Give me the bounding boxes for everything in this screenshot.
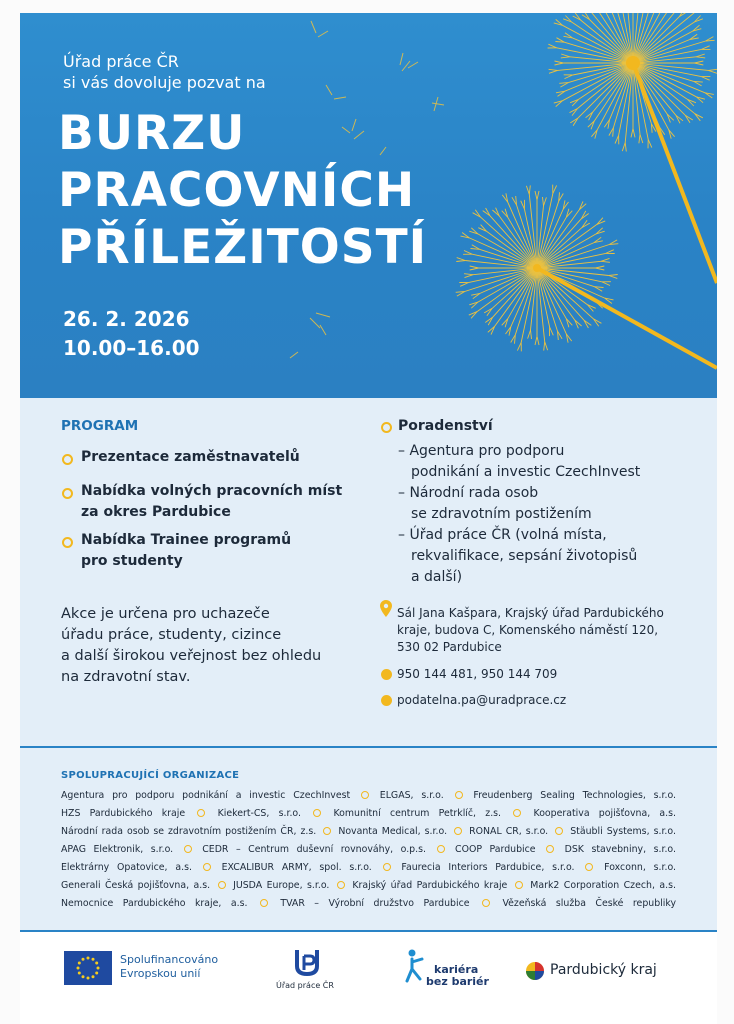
organizations-row bbox=[61, 787, 676, 805]
organization-name: RONAL CR, s.r.o. bbox=[469, 826, 549, 837]
pardubicky-kraj-label: Pardubický kraj bbox=[550, 962, 657, 978]
hero-banner bbox=[20, 13, 717, 398]
bullet-icon bbox=[62, 537, 73, 548]
separator-dot-icon bbox=[337, 881, 345, 889]
separator-dot-icon bbox=[437, 845, 445, 853]
separator-dot-icon bbox=[546, 845, 554, 853]
organization-name: HZS Pardubického kraje bbox=[61, 808, 186, 819]
separator-dot-icon bbox=[555, 827, 563, 835]
organization-name: Generali Česká pojišťovna, a.s. bbox=[61, 880, 211, 891]
event-date: 26. 2. 2026 bbox=[63, 307, 190, 331]
organization-name: CEDR – Centrum duševní rovnováhy, o.p.s. bbox=[202, 844, 426, 855]
title-line-1: BURZU bbox=[58, 106, 246, 161]
bullet-icon bbox=[62, 454, 73, 465]
organization-name: Vězeňská služba České republiky bbox=[502, 898, 677, 909]
organization-name: Elektrárny Opatovice, a.s. bbox=[61, 862, 192, 873]
separator-dot-icon bbox=[383, 863, 391, 871]
organization-name: DSK stavebniny, s.r.o. bbox=[564, 844, 676, 855]
organizations-row bbox=[61, 823, 676, 841]
separator-dot-icon bbox=[515, 881, 523, 889]
location-pin-icon bbox=[380, 600, 392, 617]
organizations-row bbox=[61, 877, 676, 895]
organizations-row bbox=[61, 859, 676, 877]
separator-dot-icon bbox=[454, 827, 462, 835]
program-heading: PROGRAM bbox=[61, 418, 139, 434]
email-icon bbox=[381, 695, 392, 706]
organizations-row bbox=[61, 805, 676, 823]
organizations-row bbox=[61, 895, 676, 913]
program-item-3: Nabídka Trainee programů pro studenty bbox=[81, 532, 292, 569]
organization-name: Faurecia Interiors Pardubice, s.r.o. bbox=[401, 862, 575, 873]
organization-name: TVAR – Výrobní družstvo Pardubice bbox=[280, 898, 470, 909]
organizations-heading: SPOLUPRACUJÍCÍ ORGANIZACE bbox=[61, 770, 240, 781]
organization-name: Nemocnice Pardubického kraje, a.s. bbox=[61, 898, 248, 909]
eu-cofinancing-text: Spolufinancováno Evropskou unií bbox=[120, 953, 219, 980]
kariera-bez-barier-logo: kariéra bez bariér bbox=[426, 963, 489, 988]
email-address[interactable]: podatelna.pa@uradprace.cz bbox=[397, 693, 567, 707]
organizations-row bbox=[61, 841, 676, 859]
separator-dot-icon bbox=[455, 791, 463, 799]
separator-dot-icon bbox=[361, 791, 369, 799]
organization-name: Stäubli Systems, s.r.o. bbox=[570, 826, 676, 837]
event-time: 10.00–16.00 bbox=[63, 336, 200, 360]
pardubicky-kraj-emblem-icon bbox=[525, 961, 545, 981]
organization-name: Mark2 Corporation Czech, a.s. bbox=[530, 880, 677, 891]
target-audience-text: Akce je určena pro uchazeče úřadu práce, studenty, cizince a další širokou veřejnost bez ohledu na zdravotní stav. bbox=[61, 606, 322, 685]
title-line-2: PRACOVNÍCH bbox=[58, 163, 416, 218]
event-datetime bbox=[63, 305, 200, 363]
organization-name: JUSDA Europe, s.r.o. bbox=[233, 880, 330, 891]
program-item-1: Prezentace zaměstnavatelů bbox=[81, 449, 300, 465]
bullet-icon bbox=[381, 422, 392, 433]
organization-name: APAG Elektronik, s.r.o. bbox=[61, 844, 174, 855]
counselling-heading: Poradenství bbox=[398, 418, 493, 434]
eu-flag-icon bbox=[64, 951, 112, 985]
phone-numbers: 950 144 481, 950 144 709 bbox=[397, 667, 558, 681]
separator-dot-icon bbox=[585, 863, 593, 871]
organization-name: Komunitní centrum Petrklíč, z.s. bbox=[333, 808, 502, 819]
separator-dot-icon bbox=[323, 827, 331, 835]
organization-name: Freudenberg Sealing Technologies, s.r.o. bbox=[473, 790, 677, 801]
logo-footer bbox=[20, 930, 717, 1024]
organization-name: ELGAS, s.r.o. bbox=[379, 790, 444, 801]
separator-dot-icon bbox=[313, 809, 321, 817]
separator-dot-icon bbox=[203, 863, 211, 871]
separator-dot-icon bbox=[482, 899, 490, 907]
venue-address: Sál Jana Kašpara, Krajský úřad Pardubického kraje, budova C, Komenského náměstí 120, 530 02 Pardubice bbox=[397, 606, 664, 654]
separator-dot-icon bbox=[197, 809, 205, 817]
program-panel bbox=[20, 398, 717, 746]
invitation-text bbox=[63, 51, 266, 93]
organization-name: COOP Pardubice bbox=[455, 844, 536, 855]
organization-name: Kiekert-CS, s.r.o. bbox=[217, 808, 301, 819]
program-item-2: Nabídka volných pracovních míst za okres Pardubice bbox=[81, 483, 343, 520]
separator-dot-icon bbox=[513, 809, 521, 817]
organization-name: Krajský úřad Pardubického kraje bbox=[352, 880, 508, 891]
separator-dot-icon bbox=[218, 881, 226, 889]
bullet-icon bbox=[62, 488, 73, 499]
kariera-figure-icon bbox=[404, 949, 426, 983]
up-cr-label: Úřad práce ČR bbox=[276, 981, 334, 990]
separator-dot-icon bbox=[184, 845, 192, 853]
title-line-3: PŘÍLEŽITOSTÍ bbox=[58, 220, 428, 275]
organization-name: Kooperativa pojišťovna, a.s. bbox=[533, 808, 677, 819]
separator-dot-icon bbox=[260, 899, 268, 907]
organization-name: Foxconn, s.r.o. bbox=[604, 862, 677, 873]
phone-icon bbox=[381, 669, 392, 680]
event-title bbox=[58, 105, 427, 276]
counselling-list: – Agentura pro podporu podnikání a investic CzechInvest – Národní rada osob se zdravotním postižením – Úřad práce ČR (volná místa, rekvalifikace, sepsání životopisů a další) bbox=[398, 443, 641, 585]
invite-line-2: si vás dovoluje pozvat na bbox=[63, 73, 266, 92]
invite-line-1: Úřad práce ČR bbox=[63, 52, 179, 71]
organization-name: EXCALIBUR ARMY, spol. s.r.o. bbox=[221, 862, 372, 873]
organization-name: Agentura pro podporu podnikání a investic CzechInvest bbox=[61, 790, 351, 801]
partner-organizations bbox=[20, 746, 717, 930]
organization-name: Novanta Medical, s.r.o. bbox=[338, 826, 448, 837]
organization-name: Národní rada osob se zdravotním postižením ČR, z.s. bbox=[61, 826, 317, 837]
up-cr-logo-icon bbox=[292, 948, 322, 976]
